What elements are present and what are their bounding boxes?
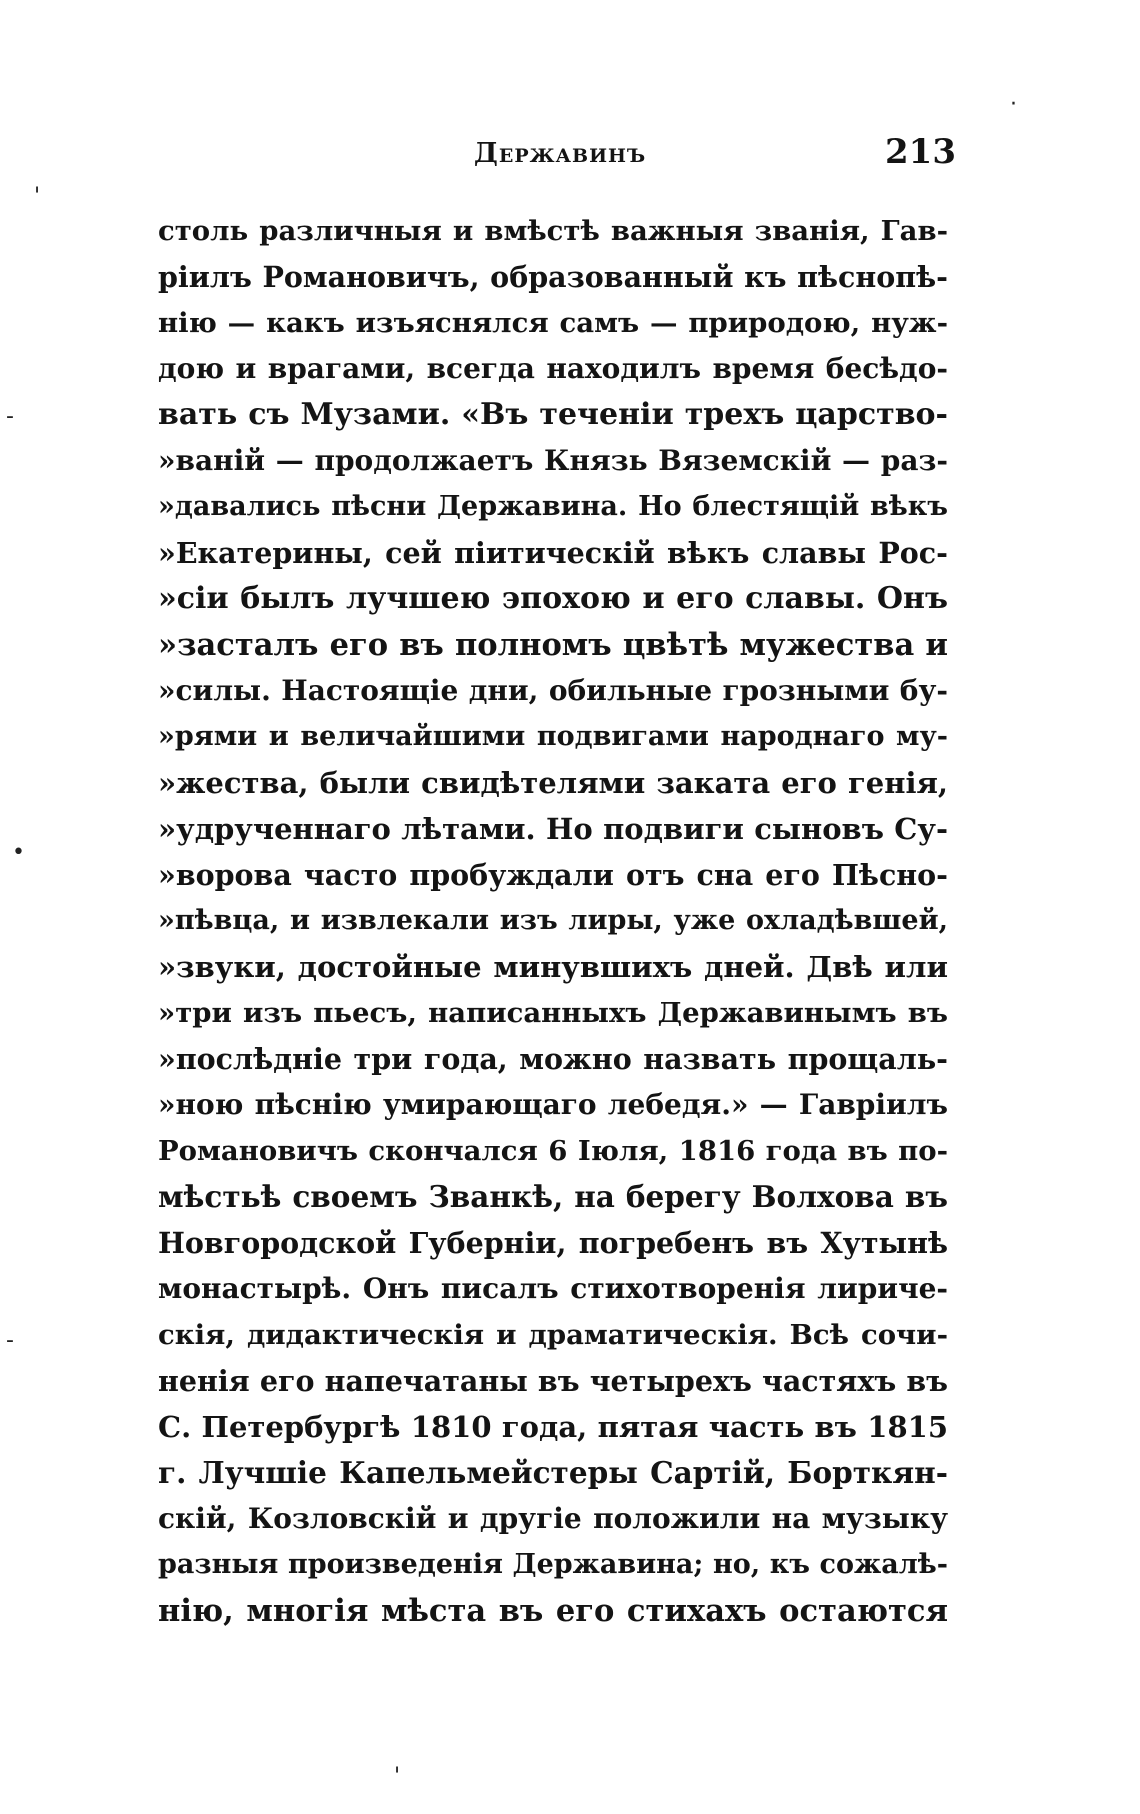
text-line: Романовичъ скончался 6 Іюля, 1816 года въ по- [158, 1135, 948, 1167]
text-line: »давались пѣсни Державина. Но блестящій вѣкъ [158, 491, 948, 522]
text-line: С. Петербургѣ 1810 года, пятая часть въ 1815 [158, 1410, 948, 1444]
text-line: »силы. Настоящіе дни, обильные грозными бу- [158, 674, 948, 707]
page-number: 213 [885, 132, 956, 172]
text-line: »пѣвца, и извлекали изъ лиры, уже охладѣвшей, [158, 905, 948, 936]
text-line: »три изъ пьесъ, написанныхъ Державинымъ въ [158, 997, 948, 1029]
text-line: ріилъ Романовичъ, образованный къ пѣснопѣ- [158, 260, 948, 294]
text-line: г. Лучшіе Капельмейстеры Сартій, Борткян- [158, 1455, 948, 1490]
text-line: столь различныя и вмѣстѣ важныя званія, Гав- [158, 215, 948, 247]
text-line: монастырѣ. Онъ писалъ стихотворенія лириче- [158, 1272, 948, 1305]
text-line: дою и врагами, всегда находилъ время бесѣдо- [158, 352, 948, 385]
text-line: »ваній — продолжаетъ Князь Вяземскій — раз- [158, 444, 948, 477]
margin-mark: - [6, 1328, 14, 1353]
text-line: »жества, были свидѣтелями заката его генія, [158, 766, 948, 800]
margin-mark: - [6, 404, 14, 429]
text-line: »засталъ его въ полномъ цвѣтѣ мужества и [158, 627, 948, 663]
text-line: нію, многія мѣста въ его стихахъ остаются [158, 1593, 948, 1629]
text-line: вать съ Музами. «Въ теченіи трехъ царство- [158, 397, 948, 432]
text-line: »послѣдніе три года, можно назвать прощаль- [158, 1042, 948, 1076]
running-head [160, 132, 960, 182]
text-line: »звуки, достойные минувшихъ дней. Двѣ или [158, 950, 948, 984]
margin-mark: ' [34, 184, 41, 209]
text-line: скія, дидактическія и драматическія. Всѣ сочи- [158, 1319, 948, 1351]
margin-mark: • [12, 840, 25, 865]
text-line: мѣстьѣ своемъ Званкѣ, на берегу Волхова въ [158, 1179, 948, 1214]
margin-mark: · [1010, 92, 1017, 117]
text-line: »Екатерины, сей пiитическій вѣкъ славы Рос- [158, 536, 948, 570]
text-line: ненія его напечатаны въ четырехъ частяхъ въ [158, 1364, 948, 1398]
text-line: »ною пѣснію умирающаго лебедя.» — Гавріилъ [158, 1088, 948, 1121]
text-line: »ворова часто пробуждали отъ сна его Пѣсно- [158, 858, 948, 892]
body-text [158, 208, 948, 1634]
text-line: разныя произведенія Державина; но, къ сожалѣ- [158, 1549, 948, 1580]
running-title: Державинъ [473, 138, 647, 169]
text-line: скій, Козловскій и другіе положили на музыку [158, 1502, 948, 1535]
text-line: нію — какъ изъяснялся самъ — природою, нуж- [158, 307, 948, 339]
text-line: »рями и величайшими подвигами народнаго му- [158, 721, 948, 752]
text-line: »сіи былъ лучшею эпохою и его славы. Онъ [158, 581, 948, 616]
text-line: Новгородской Губерніи, погребенъ въ Хутынѣ [158, 1226, 948, 1260]
margin-mark: ' [394, 1764, 401, 1789]
text-line: »удрученнаго лѣтами. Но подвиги сыновъ Су- [158, 812, 948, 846]
